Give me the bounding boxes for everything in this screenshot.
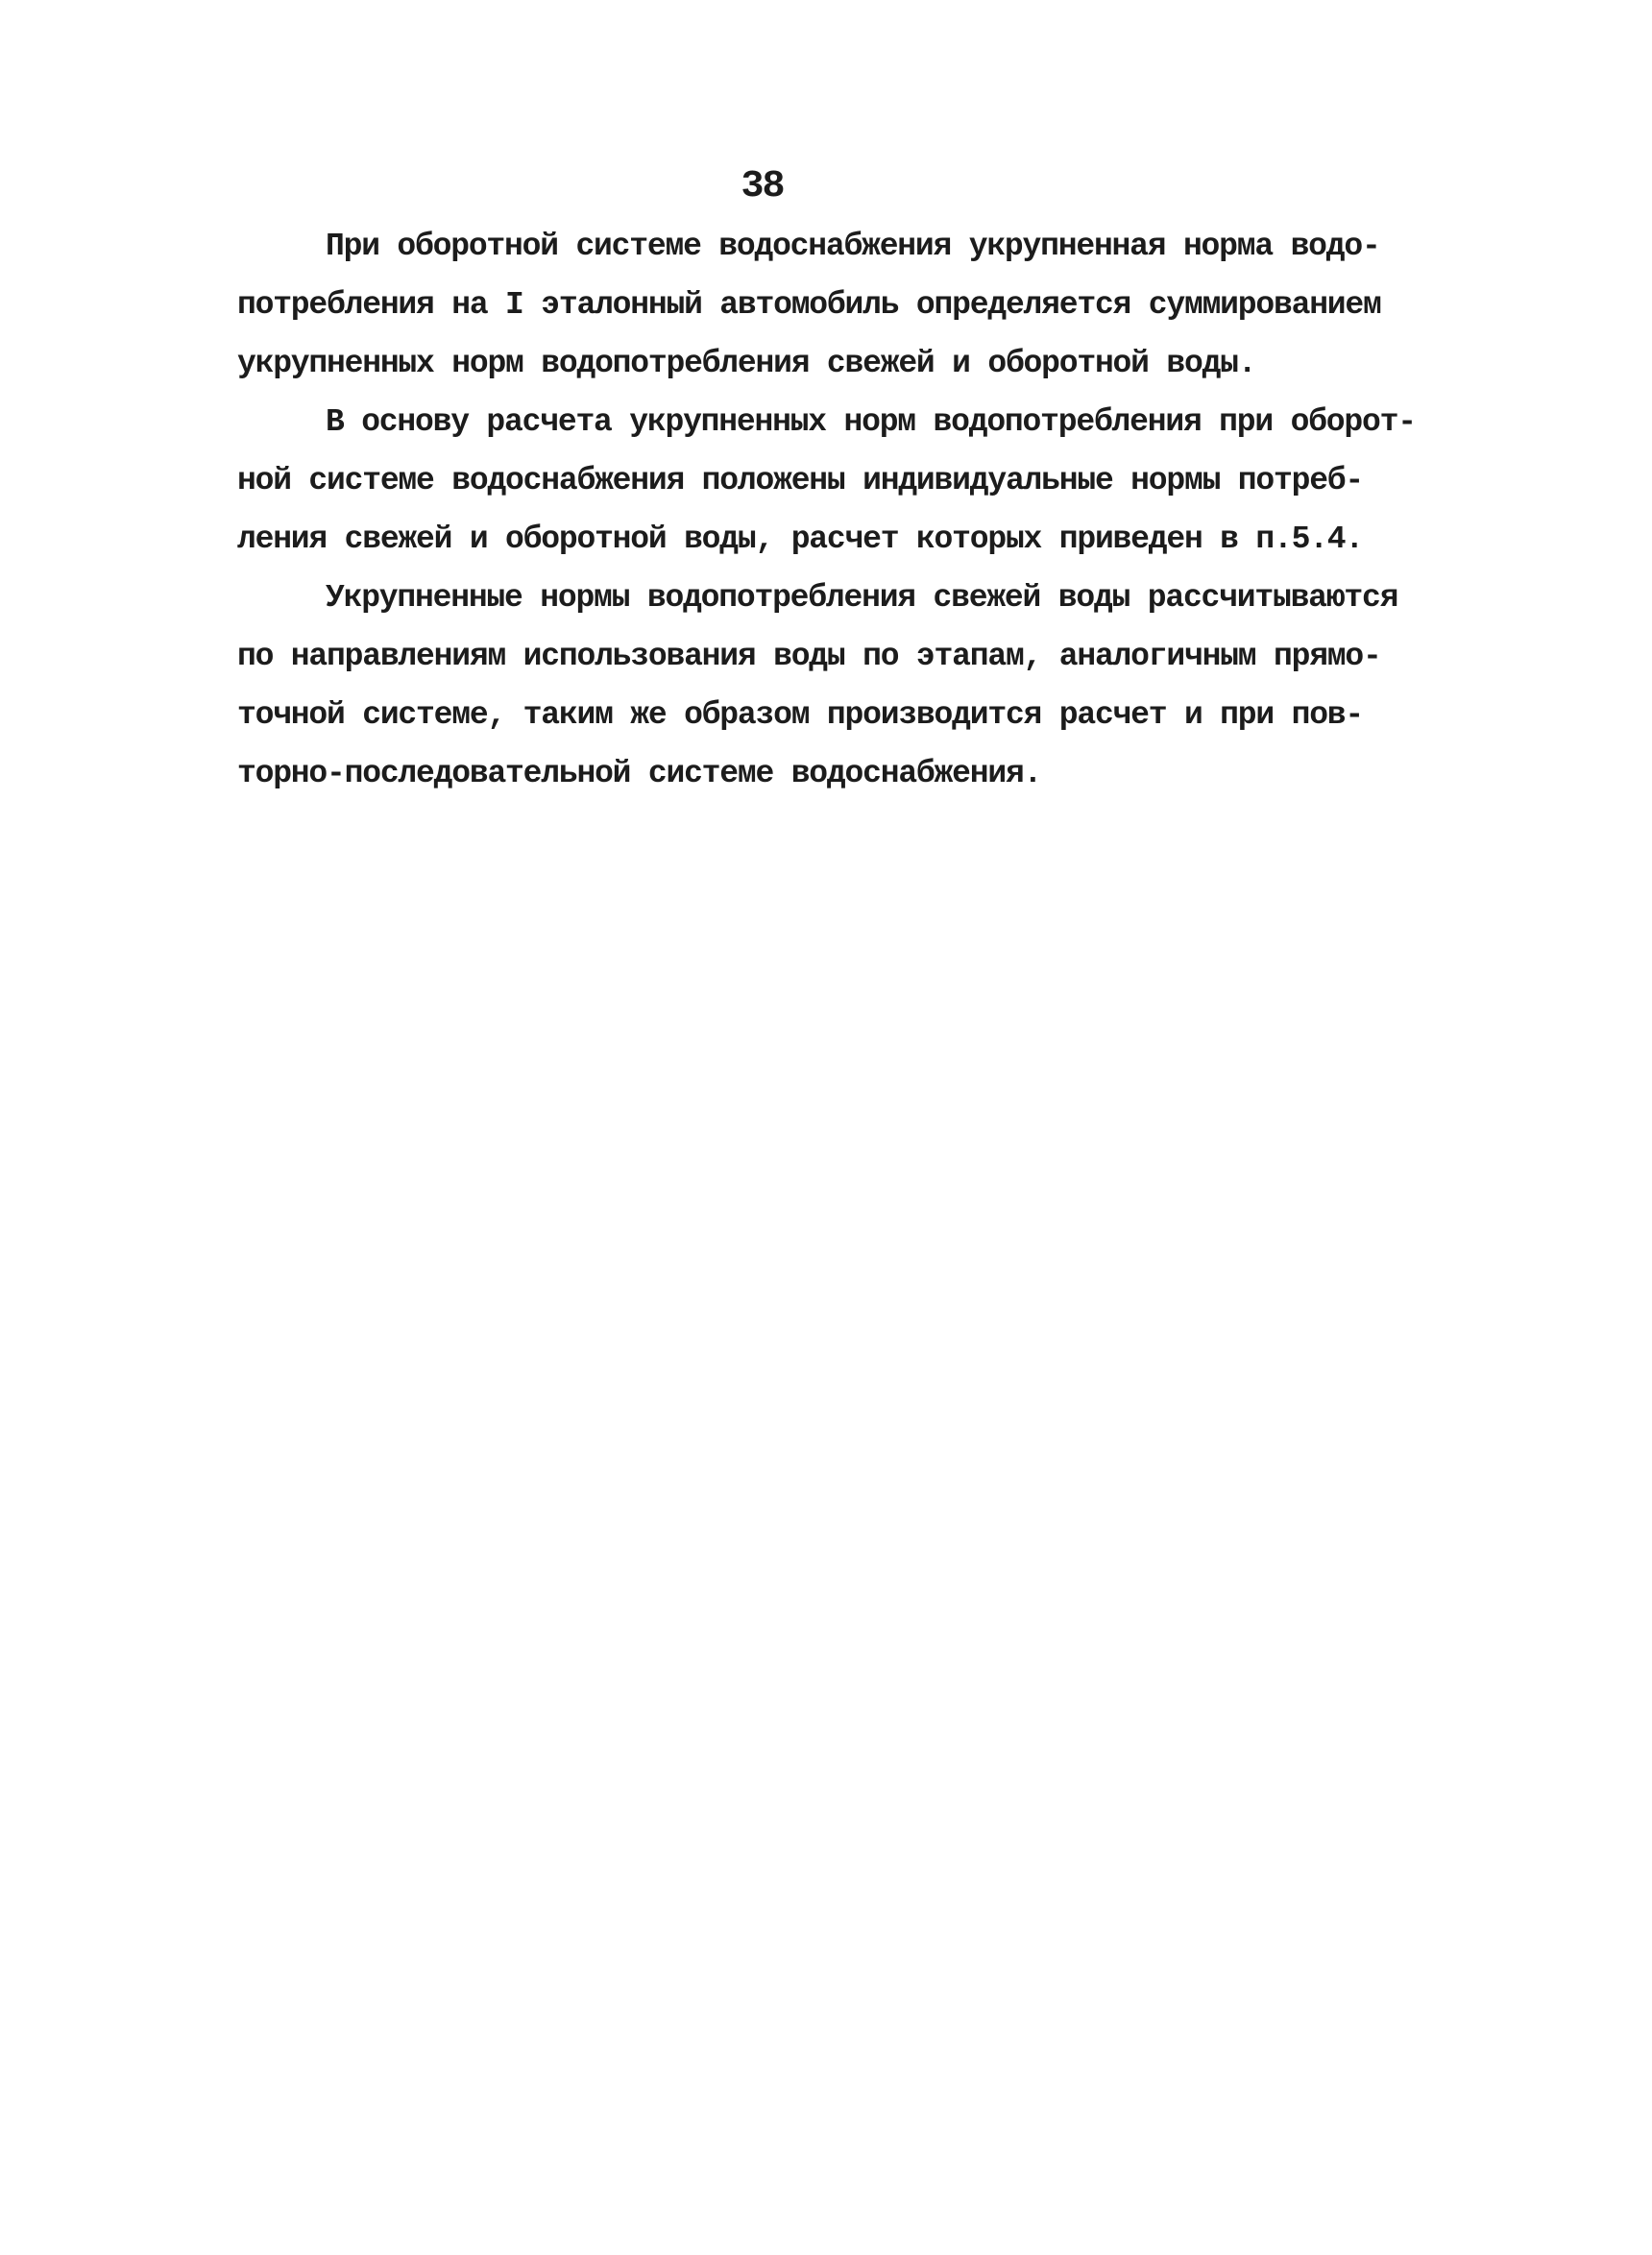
text-line: торно-последовательной системе водоснабжения. xyxy=(237,756,1042,791)
text-line: В основу расчета укрупненных норм водопотребления при оборот- xyxy=(326,404,1416,440)
page-number: 38 xyxy=(741,165,784,208)
text-line: потребления на I эталонный автомобиль определяется суммированием xyxy=(237,287,1381,323)
text-line: При оборотной системе водоснабжения укрупненная норма водо- xyxy=(326,229,1380,264)
document-body xyxy=(237,217,1419,803)
paragraph-fresh-water-norms xyxy=(237,569,1419,803)
paragraph-closed-loop-norm xyxy=(237,217,1419,393)
text-line: по направлениям использования воды по этапам, аналогичным прямо- xyxy=(237,639,1381,674)
text-line: укрупненных норм водопотребления свежей и оборотной воды. xyxy=(237,346,1256,381)
paragraph-calculation-basis xyxy=(237,393,1419,569)
text-line: ной системе водоснабжения положены индивидуальные нормы потреб- xyxy=(237,463,1364,498)
text-line: Укрупненные нормы водопотребления свежей воды рассчитываются xyxy=(326,580,1398,616)
text-line: точной системе, таким же образом производится расчет и при пов- xyxy=(237,697,1364,733)
text-line: ления свежей и оборотной воды, расчет которых приведен в п.5.4. xyxy=(237,521,1364,557)
